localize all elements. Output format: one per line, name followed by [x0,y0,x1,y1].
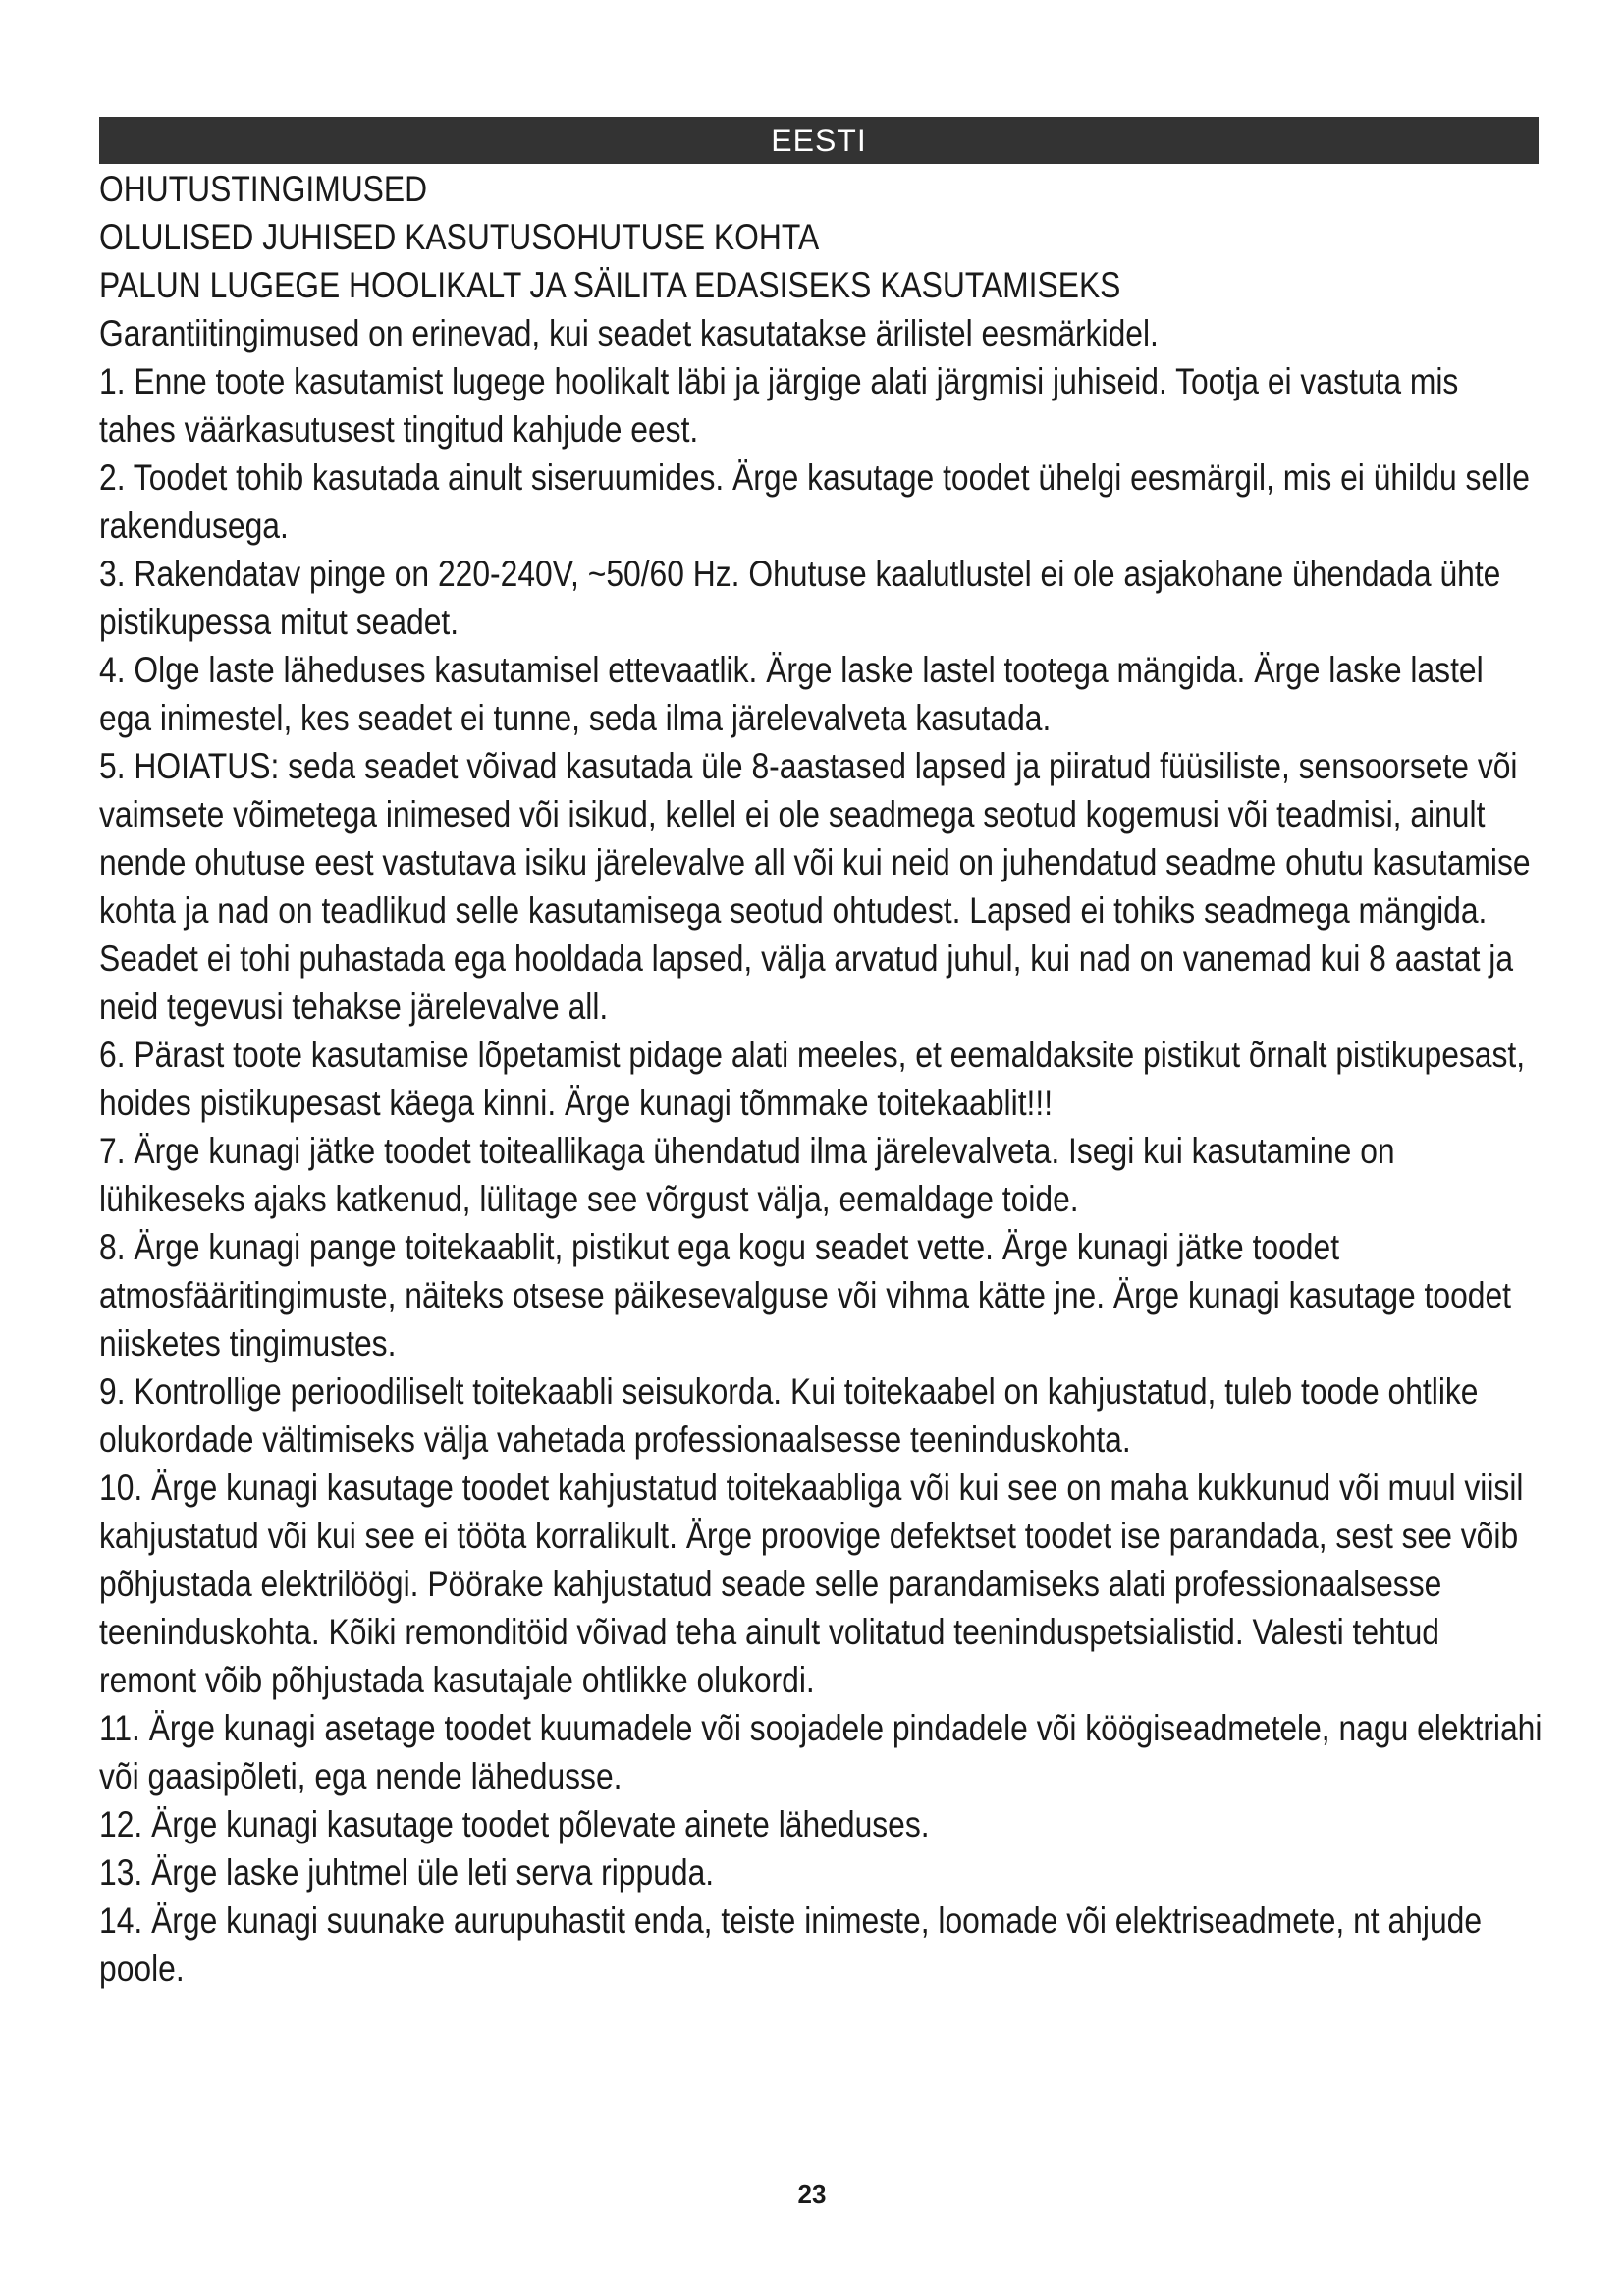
instruction-item-7: 7. Ärge kunagi jätke toodet toiteallikaga ühendatud ilma järelevalveta. Isegi kui kasutamine on lühikeseks ajaks katkenud, lülitage see võrgust välja, eemaldage toide. [99,1131,1395,1219]
instruction-item-13: 13. Ärge laske juhtmel üle leti serva rippuda. [99,1852,715,1893]
instruction-item-4: 4. Olge laste läheduses kasutamisel ettevaatlik. Ärge laske lastel tootega mängida. Ärge laske lastel ega inimestel, kes seadet ei tunne, seda ilma järelevalveta kasutada. [99,650,1484,738]
instruction-item-11: 11. Ärge kunagi asetage toodet kuumadele või soojadele pindadele või köögiseadmetele, nagu elektriahi või gaasipõleti, ega nende lähedusse. [99,1708,1543,1796]
instruction-item-12: 12. Ärge kunagi kasutage toodet põlevate ainete läheduses. [99,1804,930,1844]
instruction-item-8: 8. Ärge kunagi pange toitekaablit, pistikut ega kogu seadet vette. Ärge kunagi jätke toodet atmosfääritingimuste, näiteks otsese päikesevalguse või vihma kätte jne. Ärge kunagi kasutage toodet niisketes tingimustes. [99,1227,1512,1363]
heading-safety-conditions: OHUTUSTINGIMUSED [99,169,428,209]
instruction-item-1: 1. Enne toote kasutamist lugege hoolikalt läbi ja järgige alati järgmisi juhiseid. Tootja ei vastuta mis tahes väärkasutusest tingitud kahjude eest. [99,361,1459,450]
text-column [99,165,1543,1993]
language-header-bar [99,117,1539,164]
instruction-item-6: 6. Pärast toote kasutamise lõpetamist pidage alati meeles, et eemaldaksite pistikut õrnalt pistikupesast, hoides pistikupesast käega kinni. Ärge kunagi tõmmake toitekaablit!!! [99,1035,1526,1123]
instruction-item-9: 9. Kontrollige perioodiliselt toitekaabli seisukorda. Kui toitekaabel on kahjustatud, tuleb toode ohtlike olukordade vältimiseks välja vahetada professionaalsesse teeninduskohta. [99,1371,1479,1460]
instruction-item-2: 2. Toodet tohib kasutada ainult siseruumides. Ärge kasutage toodet ühelgi eesmärgil, mis ei ühildu selle rakendusega. [99,457,1530,546]
page-number: 23 [797,2179,827,2209]
language-label: EESTI [771,123,867,158]
instruction-item-10: 10. Ärge kunagi kasutage toodet kahjustatud toitekaabliga või kui see on maha kukkunud või muul viisil kahjustatud või kui see ei tööta korralikult. Ärge proovige defektset toodet ise parandada, sest see võib põhjustada elektrilöögi. Pöörake kahjustatud seade selle parandamiseks alati professionaalsesse teeninduskohta. Kõiki remonditöid võivad teha ainult volitatud teeninduspetsialistid. Valesti tehtud remont võib põhjustada kasutajale ohtlikke olukordi. [99,1468,1524,1700]
heading-important-instructions: OLULISED JUHISED KASUTUSOHUTUSE KOHTA [99,217,820,257]
safety-instructions [99,165,1543,1993]
instruction-item-5: 5. HOIATUS: seda seadet võivad kasutada üle 8-aastased lapsed ja piiratud füüsiliste, sensoorsete või vaimsete võimetega inimesed või isikud, kellel ei ole seadmega seotud kogemusi või teadmisi, ainult nende ohutuse eest vastutava isiku järelevalve all või kui neid on juhendatud seadme ohutu kasutamise kohta ja nad on teadlikud selle kasutamisega seotud ohtudest. Lapsed ei tohiks seadmega mängida. Seadet ei tohi puhastada ega hooldada lapsed, välja arvatud juhul, kui nad on vanemad kui 8 aastat ja neid tegevusi tehakse järelevalve all. [99,746,1531,1027]
heading-read-carefully: PALUN LUGEGE HOOLIKALT JA SÄILITA EDASISEKS KASUTAMISEKS [99,265,1121,305]
warranty-note: Garantiitingimused on erinevad, kui seadet kasutatakse ärilistel eesmärkidel. [99,313,1159,353]
instruction-item-14: 14. Ärge kunagi suunake aurupuhastit enda, teiste inimeste, loomade või elektriseadmete, nt ahjude poole. [99,1900,1483,1989]
instruction-item-3: 3. Rakendatav pinge on 220-240V, ~50/60 Hz. Ohutuse kaalutlustel ei ole asjakohane ühendada ühte pistikupessa mitut seadet. [99,554,1501,642]
